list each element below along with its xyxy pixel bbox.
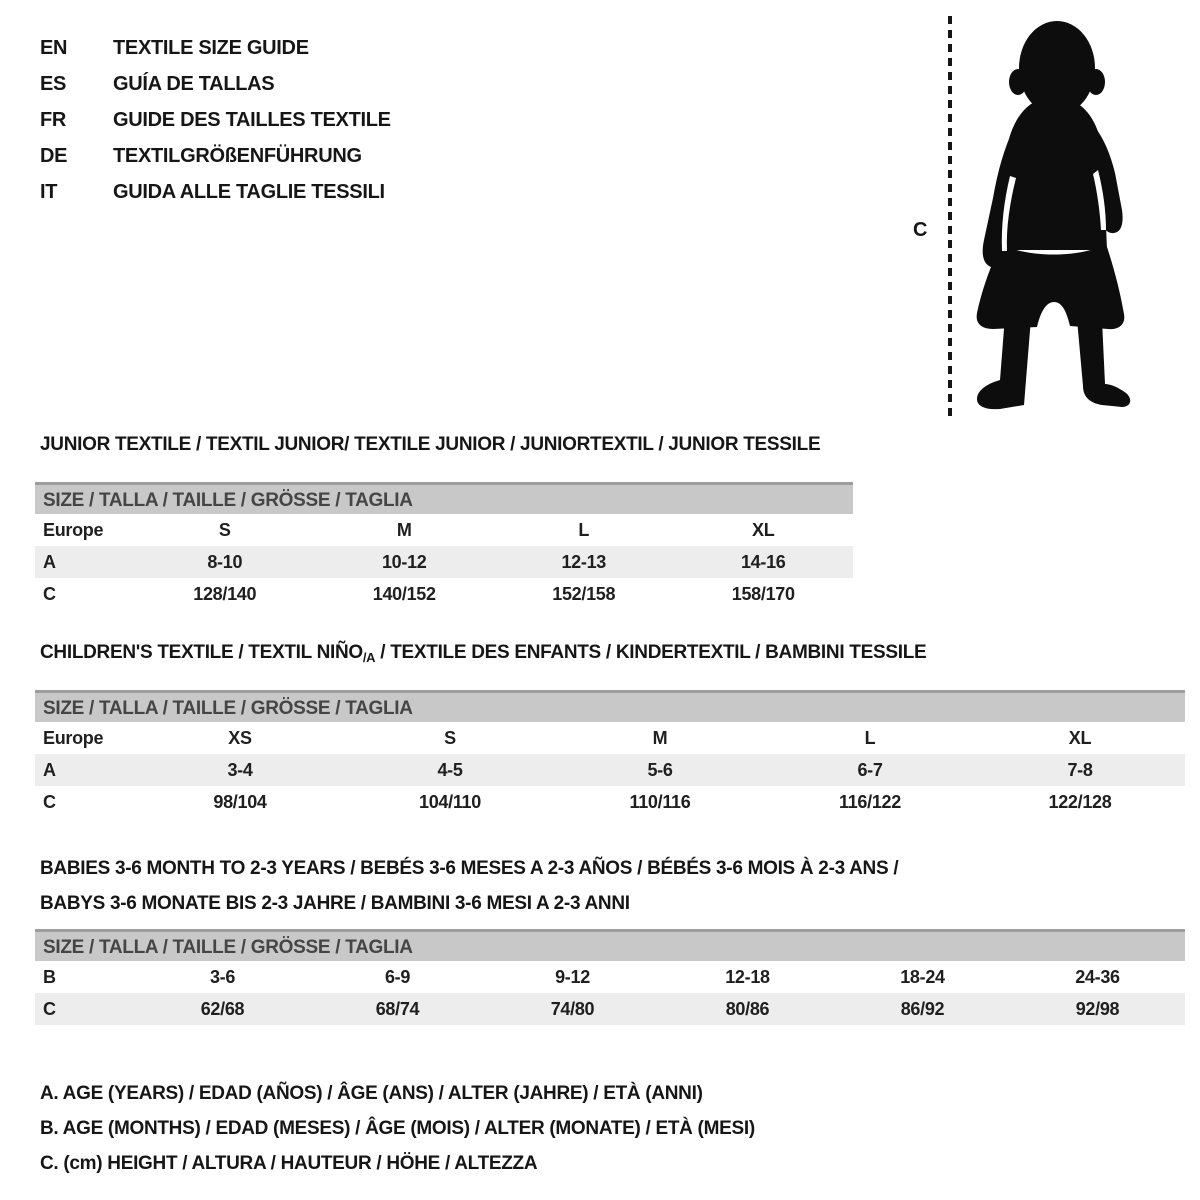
language-code: IT bbox=[40, 181, 58, 203]
children-section-title bbox=[40, 642, 926, 665]
cell: 6-9 bbox=[384, 966, 411, 987]
row-label: A bbox=[43, 759, 56, 780]
table-row-age-years bbox=[35, 754, 1185, 786]
table-row-height bbox=[35, 578, 853, 610]
table-row-age-months bbox=[35, 961, 1185, 993]
table-row-age-years bbox=[35, 546, 853, 578]
cell: 3-4 bbox=[227, 759, 253, 780]
table-row-europe bbox=[35, 514, 853, 546]
cell: 10-12 bbox=[381, 551, 427, 572]
children-size-table bbox=[35, 690, 1185, 818]
cell: 158/170 bbox=[731, 583, 795, 604]
cell: 68/74 bbox=[375, 998, 420, 1019]
language-row-it bbox=[40, 174, 391, 210]
language-title-list bbox=[40, 30, 391, 210]
row-label: Europe bbox=[43, 519, 104, 540]
cell: 140/152 bbox=[372, 583, 436, 604]
cell: XL bbox=[752, 519, 775, 540]
cell: M bbox=[652, 727, 668, 748]
legend-age-years: A. AGE (YEARS) / EDAD (AÑOS) / ÂGE (ANS) / ALTER (JAHRE) / ETÀ (ANNI) bbox=[40, 1083, 703, 1104]
junior-size-header-bar: SIZE / TALLA / TAILLE / GRÖSSE / TAGLIA bbox=[35, 482, 853, 514]
junior-table bbox=[35, 514, 853, 610]
cell: 8-10 bbox=[207, 551, 243, 572]
cell: XL bbox=[1068, 727, 1092, 748]
row-label: C bbox=[43, 998, 56, 1019]
legend-age-months: B. AGE (MONTHS) / EDAD (MESES) / ÂGE (MOIS) / ALTER (MONATE) / ETÀ (MESI) bbox=[40, 1118, 755, 1139]
children-table bbox=[35, 722, 1185, 818]
cell: 9-12 bbox=[555, 966, 590, 987]
cell: 74/80 bbox=[550, 998, 595, 1019]
cell: 18-24 bbox=[900, 966, 945, 987]
row-label: B bbox=[43, 966, 56, 987]
cell: 24-36 bbox=[1075, 966, 1120, 987]
cell: 62/68 bbox=[200, 998, 245, 1019]
babies-title-line1: BABIES 3-6 MONTH TO 2-3 YEARS / BEBÉS 3-6 MESES A 2-3 AÑOS / BÉBÉS 3-6 MOIS À 2-3 ANS / bbox=[40, 858, 899, 879]
cell: 4-5 bbox=[437, 759, 463, 780]
babies-title-line2: BABYS 3-6 MONATE BIS 2-3 JAHRE / BAMBINI 3-6 MESI A 2-3 ANNI bbox=[40, 893, 630, 914]
junior-size-table bbox=[35, 482, 853, 610]
toddler-silhouette-icon bbox=[965, 18, 1135, 418]
cell: S bbox=[218, 519, 231, 540]
table-row-height bbox=[35, 786, 1185, 818]
language-row-es bbox=[40, 66, 391, 102]
cell: 116/122 bbox=[839, 791, 901, 812]
guide-title-it: GUIDA ALLE TAGLIE TESSILI bbox=[113, 181, 385, 203]
cell: L bbox=[578, 519, 590, 540]
language-code: FR bbox=[40, 109, 67, 131]
cell: S bbox=[444, 727, 456, 748]
junior-section-title: JUNIOR TEXTILE / TEXTIL JUNIOR/ TEXTILE JUNIOR / JUNIORTEXTIL / JUNIOR TESSILE bbox=[40, 434, 821, 455]
measurement-legend bbox=[40, 1076, 755, 1181]
row-label: C bbox=[43, 583, 56, 604]
table-row-height bbox=[35, 993, 1185, 1025]
children-title-sub: /A bbox=[362, 650, 376, 665]
row-label: Europe bbox=[43, 727, 104, 748]
legend-height-cm: C. (cm) HEIGHT / ALTURA / HAUTEUR / HÖHE / ALTEZZA bbox=[40, 1153, 538, 1174]
height-measure-dashed-line bbox=[948, 16, 952, 416]
children-title-rest: / TEXTILE DES ENFANTS / KINDERTEXTIL / BAMBINI TESSILE bbox=[375, 642, 927, 663]
cell: 128/140 bbox=[193, 583, 257, 604]
cell: M bbox=[396, 519, 412, 540]
row-label: A bbox=[43, 551, 56, 572]
row-label: C bbox=[43, 791, 56, 812]
babies-table bbox=[35, 961, 1185, 1025]
babies-section-title bbox=[40, 851, 898, 921]
language-code: DE bbox=[40, 145, 68, 167]
language-row-de bbox=[40, 138, 391, 174]
cell: 6-7 bbox=[857, 759, 883, 780]
language-row-en bbox=[40, 30, 391, 66]
babies-size-header-bar: SIZE / TALLA / TAILLE / GRÖSSE / TAGLIA bbox=[35, 929, 1185, 961]
babies-size-table bbox=[35, 929, 1185, 1025]
cell: 104/110 bbox=[419, 791, 481, 812]
cell: 12-18 bbox=[725, 966, 770, 987]
cell: 7-8 bbox=[1067, 759, 1093, 780]
guide-title-fr: GUIDE DES TAILLES TEXTILE bbox=[113, 109, 391, 131]
cell: 92/98 bbox=[1075, 998, 1120, 1019]
guide-title-es: GUÍA DE TALLAS bbox=[113, 73, 275, 95]
guide-title-de: TEXTILGRÖßENFÜHRUNG bbox=[113, 145, 362, 167]
cell: 122/128 bbox=[1048, 791, 1112, 812]
cell: 14-16 bbox=[740, 551, 786, 572]
cell: 12-13 bbox=[561, 551, 607, 572]
table-row-europe bbox=[35, 722, 1185, 754]
cell: L bbox=[864, 727, 876, 748]
language-row-fr bbox=[40, 102, 391, 138]
cell: 98/104 bbox=[213, 791, 267, 812]
language-code: EN bbox=[40, 37, 68, 59]
cell: 86/92 bbox=[900, 998, 945, 1019]
cell: XS bbox=[228, 727, 252, 748]
guide-title-en: TEXTILE SIZE GUIDE bbox=[113, 37, 309, 59]
height-measure-label: C bbox=[913, 219, 928, 241]
language-code: ES bbox=[40, 73, 67, 95]
children-size-header-bar: SIZE / TALLA / TAILLE / GRÖSSE / TAGLIA bbox=[35, 690, 1185, 722]
children-title-main: CHILDREN'S TEXTILE / TEXTIL NIÑO bbox=[40, 642, 363, 663]
cell: 5-6 bbox=[647, 759, 673, 780]
cell: 110/116 bbox=[629, 791, 691, 812]
cell: 152/158 bbox=[552, 583, 616, 604]
cell: 3-6 bbox=[209, 966, 236, 987]
cell: 80/86 bbox=[725, 998, 770, 1019]
